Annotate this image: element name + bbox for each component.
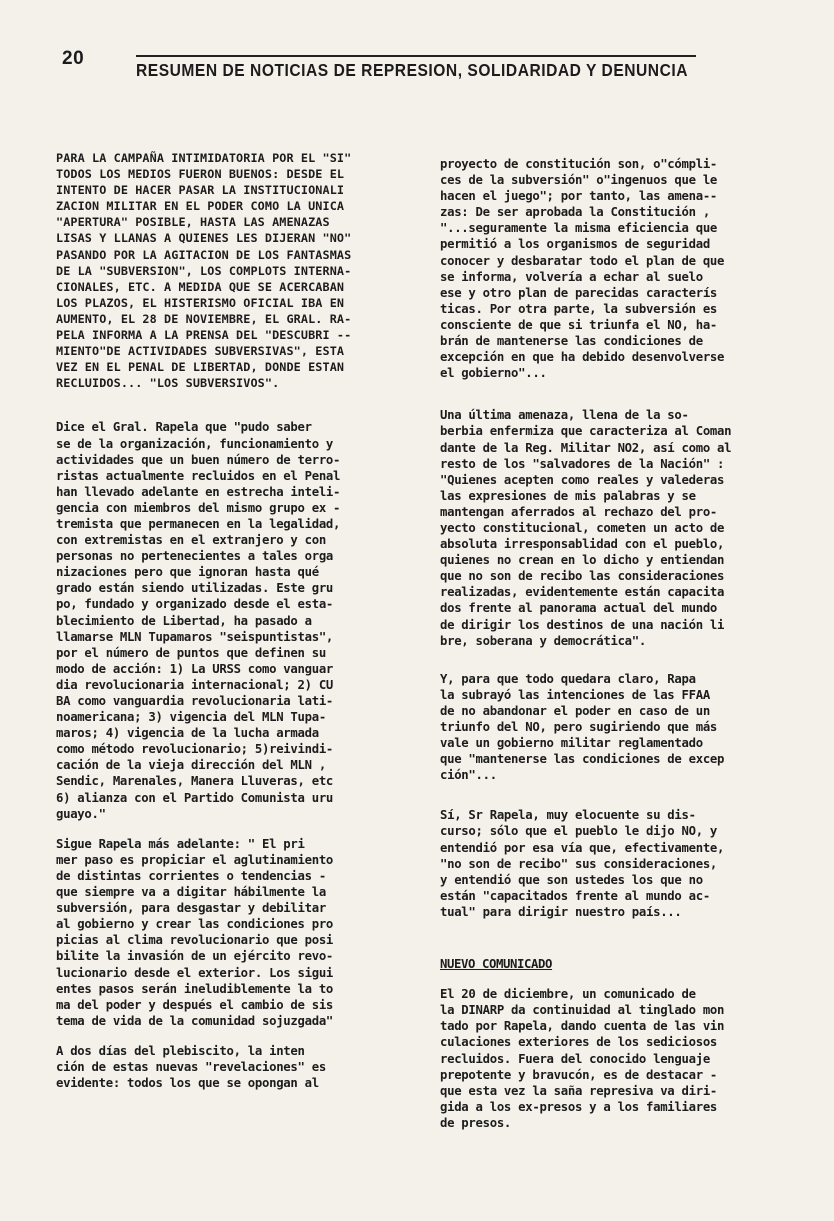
constitution-paragraph: proyecto de constitución son, o"cómpli- ces de la subversión" o"ingenuos que le hacen el juego"; por tanto, las amena-- zas: De ser aprobada la Constitución , "...seguramente la misma eficiencia que permitió a los organismos de seguridad conocer y desbaratar todo el plan de que se informa, volvería a echar al suelo ese y otro plan de parecidas caracterís ticas. Por otra parte, la subversión es consciente de que si triunfa el NO, ha- brán de mantenerse las condiciones de excepción en que ha debido desenvolverse el gobierno"... — [440, 157, 725, 381]
rapela-continuation-paragraph: Sigue Rapela más adelante: " El pri mer paso es propiciar el aglutinamiento de distintas corrientes o tendencias - que siempre va a digitar hábilmente la subversión, para desgastar y debilitar al gobierno y crear las condiciones pro picias al clima revolucionario que posi bilite la invasión de un ejército revo- lucionario desde el exterior. Los sigui entes pasos serán ineludiblemente la to ma del poder y después el cambio de sis tema de vida de la comunidad sojuzgada" — [56, 836, 334, 1028]
header-rule — [136, 55, 696, 57]
section-heading: NUEVO COMUNICADO — [440, 957, 553, 972]
last-threat-paragraph: Una última amenaza, llena de la so- berbia enfermiza que caracteriza al Coman dante de la Reg. Militar NO2, así como al resto de los "salvadores de la Nación" : "Quienes acepten como reales y valederas las expresiones de mis palabras y se mantengan aferrados al rechazo del pro- yecto constitucional, cometen un acto de absoluta irresponsablidad con el pueblo, quienes no crean en lo dicho y entiendan que no son de recibo las consideraciones realizadas, evidentemente están capacita dos frente al panorama actual del mundo de dirigir los destinos de una nación li bre, soberana y democrática". — [440, 408, 732, 648]
ffaa-intentions-paragraph: Y, para que todo quedara claro, Rapa la subrayó las intenciones de las FFAA de no abandonar el poder en caso de un triunfo del NO, pero sugiriendo que más vale un gobierno militar reglamentado que "mantenerse las condiciones de excep ción"... — [440, 671, 725, 783]
running-header: RESUMEN DE NOTICIAS DE REPRESION, SOLIDARIDAD Y DENUNCIA — [136, 60, 689, 80]
communique-paragraph: El 20 de diciembre, un comunicado de la DINARP da continuidad al tinglado mon tado por Rapela, dando cuenta de las vin culaciones exteriores de los sediciosos recluidos. Fuera del conocido lenguaje prepotente y bravucón, es de destacar - que esta vez la saña represiva va diri- gida a los ex-presos y a los familiares de presos. — [440, 987, 725, 1130]
reply-paragraph: Sí, Sr Rapela, muy elocuente su dis- curso; sólo que el pueblo le dijo NO, y entendió por esa vía que, efectivamente, "no son de recibo" sus consideraciones, y entendió que son ustedes los que no están "capacitados frente al mundo ac- tual" para dirigir nuestro país... — [440, 808, 725, 919]
left-column — [56, 150, 401, 1091]
plebiscite-paragraph: A dos días del plebiscito, la inten ción de estas nuevas "revelaciones" es evidente: todos los que se opongan al — [56, 1043, 326, 1091]
right-column — [440, 156, 810, 1131]
intro-paragraph: PARA LA CAMPAÑA INTIMIDATORIA POR EL "SI" TODOS LOS MEDIOS FUERON BUENOS: DESDE EL INTENTO DE HACER PASAR LA INSTITUCIONALI ZACION MILITAR EN EL PODER COMO LA UNICA "APERTURA" POSIBLE, HASTA LAS AMENAZAS LISAS Y LLANAS A QUIENES LES DIJERAN "NO" PASANDO POR LA AGITACION DE LOS FANTASMAS DE LA "SUBVERSION", LOS COMPLOTS INTERNA- CIONALES, ETC. A MEDIDA QUE SE ACERCABAN LOS PLAZOS, EL HISTERISMO OFICIAL IBA EN AUMENTO, EL 28 DE NOVIEMBRE, EL GRAL. RA- PELA INFORMA A LA PRENSA DEL "DESCUBRI -- MIENTO"DE ACTIVIDADES SUBVERSIVAS", ESTA VEZ EN EL PENAL DE LIBERTAD, DONDE ESTAN RECLUIDOS... "LOS SUBVERSIVOS". — [56, 151, 352, 391]
page-number: 20 — [62, 48, 85, 69]
rapela-quote-paragraph: Dice el Gral. Rapela que "pudo saber se de la organización, funcionamiento y actividades que un buen número de terro- ristas actualmente recluidos en el Penal han llevado adelante en estrecha inteli- gencia con miembros del mismo grupo ex - tremista que permanecen en la legalidad, con extremistas en el extranjero y con personas no pertenecientes a tales orga nizaciones pero que ignoran hasta qué grado están siendo utilizadas. Este gru po, fundado y organizado desde el esta- blecimiento de Libertad, ha pasado a llamarse MLN Tupamaros "seispuntistas", por el número de puntos que definen su modo de acción: 1) La URSS como vanguar dia revolucionaria internacional; 2) CU BA como vanguardia revolucionaria lati- noamericana; 3) vigencia del MLN Tupa- maros; 4) vigencia de la lucha armada como método revolucionario; 5)reivindi- cación de la vieja dirección del MLN , Sendic, Marenales, Manera Lluveras, etc 6) alianza con el Partido Comunista uru guayo." — [56, 420, 341, 821]
